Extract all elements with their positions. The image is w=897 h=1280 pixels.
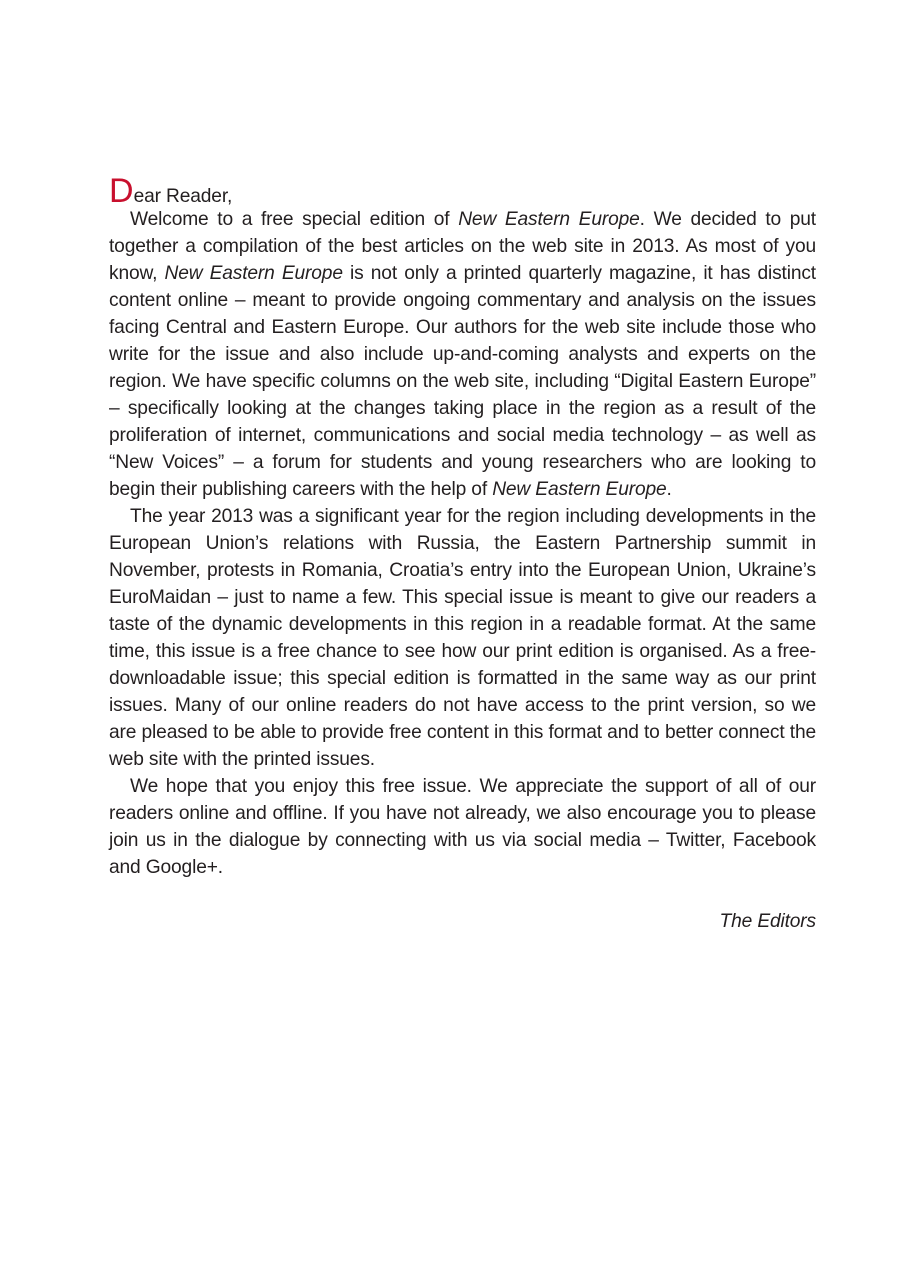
paragraph-1-text-a: Welcome to a free special edition of (130, 209, 459, 230)
paragraph-1 (109, 206, 816, 503)
salutation-text: ear Reader, (133, 186, 233, 207)
paragraph-2: The year 2013 was a significant year for the region including developments in the European Union’s relations with Russia, the Eastern Partnership summit in November, protests in Romania, Croatia’s entry into the European Union, Ukraine’s EuroMaidan – just to name a few. This special issue is meant to give our readers a taste of the dynamic developments in this region in a readable format. At the same time, this issue is a free chance to see how our print edition is organised. As a free-downloadable issue; this special edition is formatted in the same way as our print issues. Many of our online readers do not have access to the print version, so we are pleased to be able to provide free content in this format and to better connect the web site with the printed issues. (109, 506, 816, 770)
signature: The Editors (719, 911, 816, 932)
drop-cap: D (109, 172, 134, 210)
paragraph-3: We hope that you enjoy this free issue. We appreciate the support of all of our readers online and offline. If you have not already, we also encourage you to please join us in the dialogue by connecting with us via social media – Twitter, Facebook and Google+. (109, 776, 816, 878)
letter-page (109, 172, 816, 935)
magazine-title: New Eastern Europe (458, 209, 640, 230)
paragraph-1-text-e: is not only a printed quarterly magazine, it has distinct content online – meant to provide ongoing commentary and analysis on the issues facing Central and Eastern Europe. Our authors for the web site include those who write for the issue and also include up-and-coming analysts and experts on the region. We have specific columns on the web site, including “Digital Eastern Europe” – specifically looking at the changes taking place in the region as a result of the proliferation of internet, communications and social media technology – as well as “New Voices” – a forum for students and young researchers who are looking to begin their publishing careers with the help of (109, 263, 816, 500)
paragraph-1-text-g: . (666, 479, 672, 500)
salutation (109, 172, 816, 210)
paragraph-1-text-c: . We decided to put together a compilation of the best articles on the web site in 2013. As most of you know, (109, 209, 816, 284)
magazine-title: New Eastern Europe (492, 479, 667, 500)
magazine-title: New Eastern Europe (164, 263, 343, 284)
